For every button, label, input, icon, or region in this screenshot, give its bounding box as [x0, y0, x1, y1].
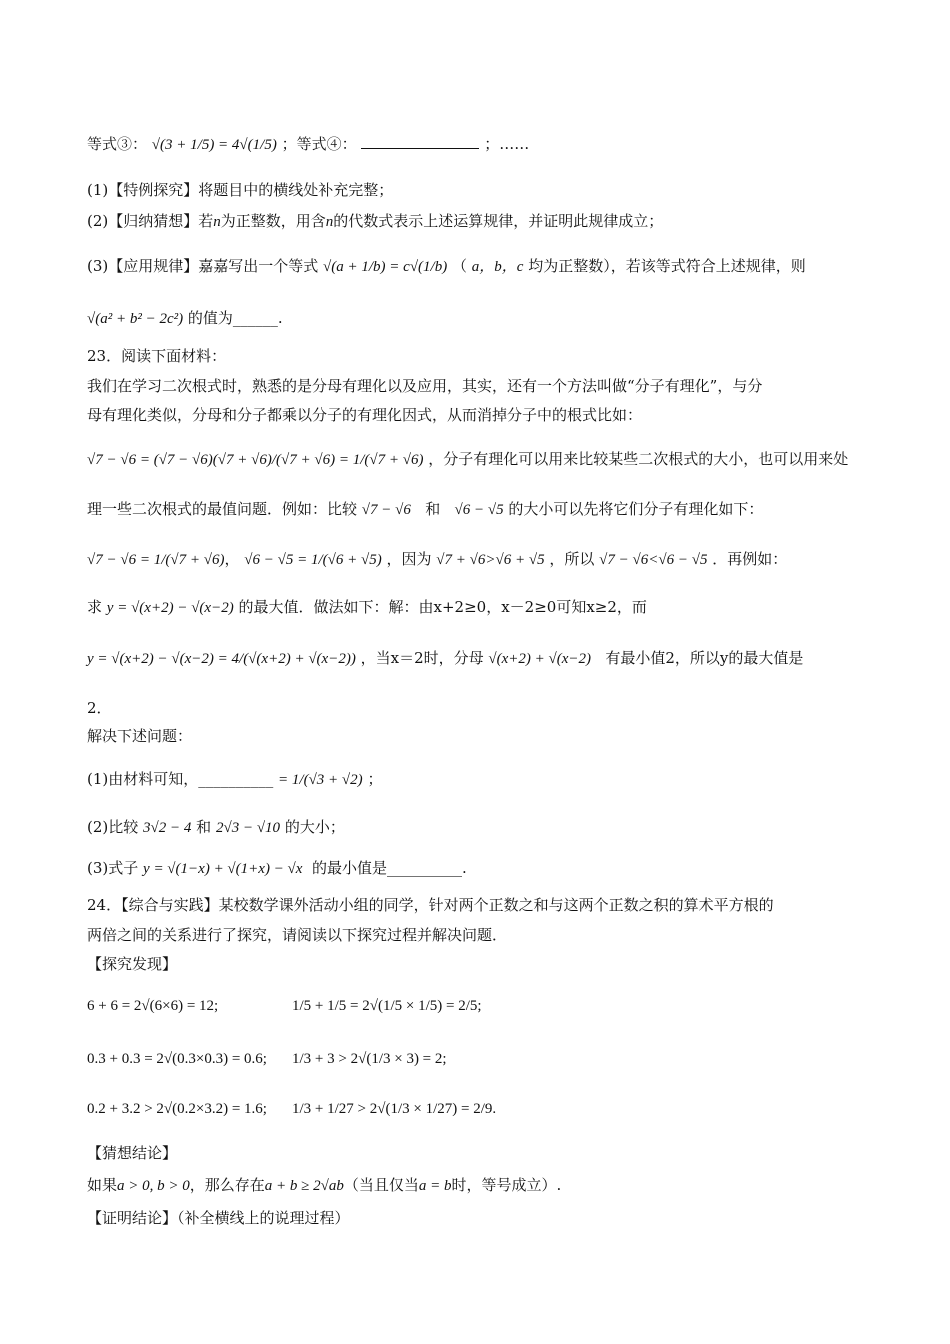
p23-l6a: 求: [87, 598, 103, 616]
q3-text-c: 均为正整数），若该等式符合上述规律，则: [528, 257, 806, 275]
q2-text-b: 为正整数，用含: [220, 212, 326, 230]
p24-r2b: 1/3 + 3 > 2√(1/3 × 3) = 2;: [292, 1051, 447, 1067]
p24-row-3b: [292, 1098, 496, 1119]
p23-line-8: 2．: [87, 699, 112, 717]
p23-line-1: 我们在学习二次根式时，熟悉的是分母有理化以及应用，其实，还有一个方法叫做“分子有理化”，与分: [87, 377, 763, 395]
question-3-cont: [87, 308, 283, 329]
question-2: [87, 211, 663, 232]
p24-r1b: 1/5 + 1/5 = 2√(1/5 × 1/5) = 2/5;: [292, 998, 482, 1014]
p23-l5m1: √7 − √6 = 1/(√7 + √6): [87, 552, 225, 568]
q2-var-n-2: n: [325, 214, 334, 230]
p23-l7b: 有最小值2，所以y的最大值是: [605, 649, 804, 667]
p23-q3a: (3)式子: [87, 859, 139, 877]
p23-line-4: [87, 499, 763, 520]
p24-row-2a: [87, 1048, 267, 1069]
p24-r2a: 0.3 + 0.3 = 2√(0.3×0.3) = 0.6;: [87, 1051, 267, 1067]
q3-vars: a，b，c: [471, 259, 524, 275]
p23-l6b: 的最大值．做法如下：解：由: [238, 598, 434, 616]
p24-row-1b: [292, 995, 482, 1016]
p23-line-7: [87, 648, 803, 669]
p23-l5m4: √7 − √6<√6 − √5: [599, 552, 708, 568]
p23-l4m2: √6 − √5: [454, 502, 504, 518]
p23-question-1: [87, 769, 382, 790]
p23-l7a: ，当x＝2时，分母: [360, 649, 484, 667]
q2-var-n: n: [213, 214, 221, 230]
p23-q2m2: 2√3 − √10: [215, 820, 281, 836]
p24-row-1a: [87, 995, 218, 1016]
p23-l4b: 和: [425, 500, 441, 518]
p23-line-3: [87, 449, 848, 470]
p23-l5m2: √6 − √5 = 1/(√6 + √5): [244, 552, 382, 568]
q3-text-d: 的值为______.: [187, 309, 283, 327]
p24-c-m3: a = b: [418, 1178, 452, 1194]
p23-line-2: 母有理化类似，分母和分子都乘以分子的有理化因式，从而消掉分子中的根式比如：: [87, 406, 643, 424]
p23-l5c: ．再例如：: [712, 550, 788, 568]
p23-q1m: = 1/(√3 + √2): [278, 772, 363, 788]
p24-heading-proof: 【证明结论】（补全横线上的说理过程）: [87, 1209, 350, 1227]
p23-q1b: ；: [367, 770, 383, 788]
p23-l4a: 理一些二次根式的最值问题．例如：比较: [87, 500, 358, 518]
p24-conclusion: [87, 1175, 561, 1196]
p23-question-3: [87, 858, 467, 879]
equation-3-line: [87, 134, 529, 155]
p24-heading-discovery: 【探究发现】: [87, 955, 178, 973]
eq4-label: ；等式④：: [281, 135, 357, 153]
p24-line-2: 两倍之间的关系进行了探究，请阅读以下探究过程并解决问题．: [87, 926, 508, 944]
question-1: (1)【特例探究】将题目中的横线处补充完整；: [87, 181, 394, 199]
p23-q2m1: 3√2 − 4: [143, 820, 192, 836]
q2-text-a: (2)【归纳猜想】若: [87, 212, 214, 230]
p23-line-9: 解决下述问题：: [87, 727, 193, 745]
p23-l3: ，分子有理化可以用来比较某些二次根式的大小，也可以用来处: [428, 450, 849, 468]
p23-question-2: [87, 817, 345, 838]
p23-q1a: (1)由材料可知，__________: [87, 770, 274, 788]
q3-expr: √(a² + b² − 2c²): [87, 311, 184, 327]
eq4-blank[interactable]: [361, 134, 479, 149]
p23-q2a: (2)比较: [87, 818, 139, 836]
p23-l5a: ，因为: [386, 550, 432, 568]
p23-l7m: y = √(x+2) − √(x−2) = 4/(√(x+2) + √(x−2)): [87, 651, 356, 667]
p24-row-3a: [87, 1098, 267, 1119]
eq3-prefix: 等式③：: [87, 135, 148, 153]
p23-q2c: 的大小；: [284, 818, 345, 836]
p24-r1a: 6 + 6 = 2√(6×6) = 12;: [87, 998, 219, 1014]
q3-math: √(a + 1/b) = c√(1/b): [323, 259, 448, 275]
p24-r3b: 1/3 + 1/27 > 2√(1/3 × 1/27) = 2/9.: [292, 1101, 497, 1117]
p23-q2b: 和: [196, 818, 212, 836]
p23-l6m: y = √(x+2) − √(x−2): [106, 600, 234, 616]
question-3: [87, 256, 806, 277]
q3-text-b: （: [452, 257, 468, 275]
p23-l4c: 的大小可以先将它们分子有理化如下：: [508, 500, 764, 518]
p24-c-a: 如果: [87, 1176, 118, 1194]
p23-line-6: [87, 597, 647, 618]
p23-l4m1: √7 − √6: [361, 502, 411, 518]
p24-row-2b: [292, 1048, 447, 1069]
p24-c-d: 时，等号成立）.: [451, 1176, 562, 1194]
p24-line-1: 24．【综合与实践】某校数学课外活动小组的同学，针对两个正数之和与这两个正数之积的算术平方根的: [87, 896, 774, 914]
p23-line-5: √7 − √6 = 1/(√7 + √6)， √6 − √5 = 1/(√6 + √5) ，因为 √7 + √6>√6 + √5 ，所以 √7 − √6<√6 − √5 ．再例如：: [87, 550, 788, 568]
q3-text-a: (3)【应用规律】嘉嘉写出一个等式: [87, 257, 319, 275]
p23-q3m: y = √(1−x) + √(1+x) − √x: [143, 861, 303, 877]
p24-c-c: （当且仅当: [343, 1176, 419, 1194]
p24-r3a: 0.2 + 3.2 > 2√(0.2×3.2) = 1.6;: [87, 1101, 267, 1117]
p24-c-b: ，那么存在: [189, 1176, 265, 1194]
p24-c-m1: a > 0, b > 0: [117, 1178, 190, 1194]
p23-l7m2: √(x+2) + √(x−2): [488, 651, 592, 667]
eq3-math: √(3 + 1/5) = 4√(1/5): [151, 137, 277, 153]
p23-l5b: ，所以: [549, 550, 595, 568]
eq4-tail: ；……: [484, 135, 530, 153]
p23-q3b: 的最小值是__________.: [312, 859, 467, 877]
p23-title: 23．阅读下面材料：: [87, 347, 227, 365]
p24-c-m2: a + b ≥ 2√ab: [264, 1178, 344, 1194]
p23-l6c: x+2≥0，x－2≥0可知x≥2，而: [433, 598, 647, 616]
p23-eq1: √7 − √6 = (√7 − √6)(√7 + √6)/(√7 + √6) = 1/(√7 + √6): [87, 452, 424, 468]
p24-heading-conjecture: 【猜想结论】: [87, 1144, 178, 1162]
q2-text-c: 的代数式表示上述运算规律，并证明此规律成立；: [333, 212, 664, 230]
p23-l5m3: √7 + √6>√6 + √5: [436, 552, 545, 568]
